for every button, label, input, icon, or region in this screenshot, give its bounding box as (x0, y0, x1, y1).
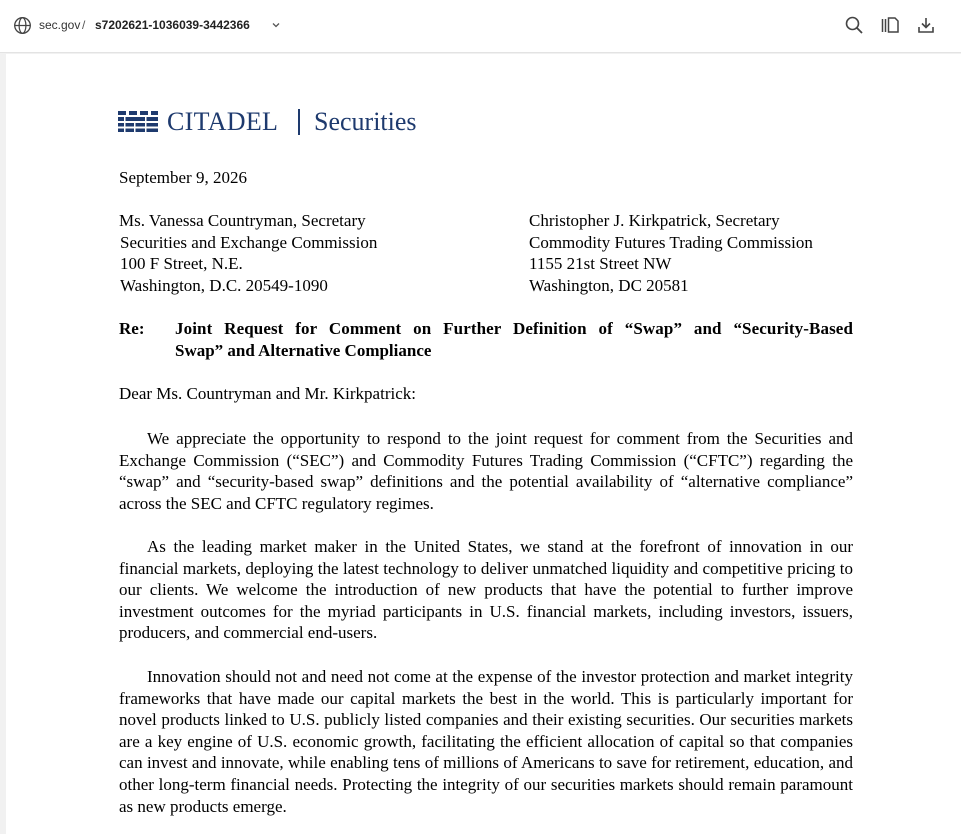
recipient-left-line: Washington, D.C. 20549-1090 (120, 276, 328, 295)
subject-label: Re: (119, 319, 145, 338)
viewer-toolbar (0, 0, 961, 53)
letter-date: September 9, 2026 (119, 168, 247, 187)
recipient-left-line: Ms. Vanessa Countryman, Secretary (119, 211, 366, 230)
breadcrumb-separator: / (82, 18, 86, 32)
logo-divider (298, 109, 300, 135)
recipient-right-line: Christopher J. Kirkpatrick, Secretary (529, 211, 780, 230)
download-icon[interactable] (916, 15, 936, 35)
globe-icon (13, 16, 32, 35)
body-paragraph: Innovation should not and need not come at the expense of the investor protection and market integrity frameworks that have made our capital markets the best in the world. This is particularly important for novel products linked to U.S. publicly listed companies and their existing securities. Our securities markets are a key engine of U.S. economic growth, facilitating the efficient allocation of capital so that companies can invest and innovate, while enabling tens of millions of Americans to save for retirement, education, and other long-term financial needs. Protecting the integrity of our securities markets should remain paramount as new products emerge. (119, 667, 853, 816)
document-page (6, 54, 961, 834)
recipient-right-line: 1155 21st Street NW (529, 254, 672, 273)
recipient-right-line: Commodity Futures Trading Commission (529, 233, 813, 252)
recipient-left-line: 100 F Street, N.E. (120, 254, 243, 273)
division-name: Securities (314, 107, 417, 136)
salutation: Dear Ms. Countryman and Mr. Kirkpatrick: (119, 384, 416, 403)
document-id[interactable]: s7202621-1036039-3442366 (95, 18, 250, 32)
sidebar-pages-icon[interactable] (880, 15, 900, 35)
subject-line: Joint Request for Comment on Further Definition of “Swap” and “Security-Based (175, 319, 853, 338)
body-paragraph: We appreciate the opportunity to respond to the joint request for comment from the Securities and Exchange Commission (“SEC”) and Commodity Futures Trading Commission (“CFTC”) regarding the “swap” and “security-based swap” definitions and the potential availability of “alternative compliance” across the SEC and CFTC regulatory regimes. (119, 429, 853, 513)
body-paragraph: As the leading market maker in the United States, we stand at the forefront of innovation in our financial markets, deploying the latest technology to deliver unmatched liquidity and competitive pricing to our clients. We welcome the introduction of new products that have the potential to further improve investment outcomes for the myriad participants in U.S. financial markets, including investors, issuers, producers, and commercial end-users. (119, 537, 853, 643)
brand-name: CITADEL (167, 107, 279, 136)
subject-line: Swap” and Alternative Compliance (175, 341, 432, 360)
search-icon[interactable] (844, 15, 864, 35)
citadel-tower-icon (118, 111, 158, 132)
recipient-left-line: Securities and Exchange Commission (120, 233, 378, 252)
recipient-right-line: Washington, DC 20581 (529, 276, 689, 295)
chevron-down-icon[interactable] (271, 20, 281, 30)
domain-label: sec.gov (39, 18, 81, 32)
